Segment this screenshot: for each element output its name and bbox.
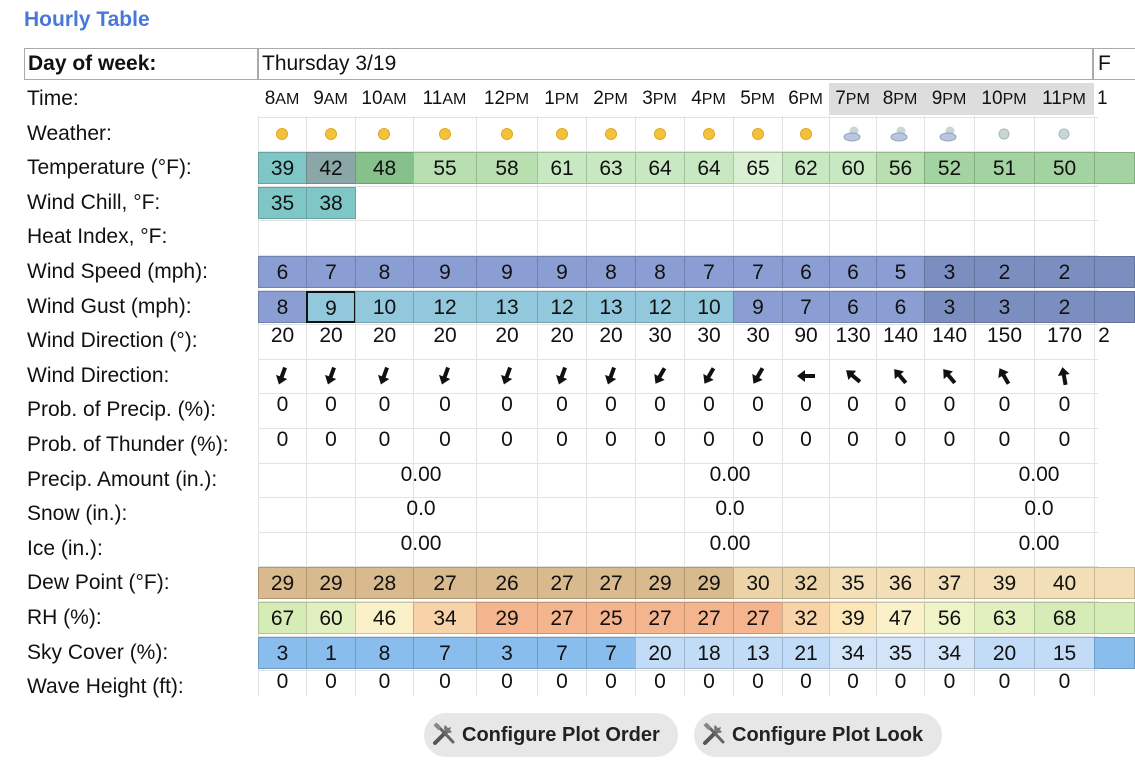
row-label-wind-speed: Wind Speed (mph): <box>27 260 208 283</box>
table-cell: 0 <box>894 428 907 451</box>
hour-header: 7PM <box>829 83 876 115</box>
table-cell: 27 <box>537 567 587 599</box>
table-cell: 32 <box>782 602 830 634</box>
wind-arrow-icon <box>373 365 395 387</box>
row-snow <box>0 497 1135 531</box>
row-wind-chill <box>0 186 1135 220</box>
table-cell: 46 <box>355 602 414 634</box>
table-cell: 0 <box>378 428 391 451</box>
row-weather <box>0 117 1135 151</box>
sun-icon <box>599 122 623 146</box>
table-cell: 0 <box>501 428 513 451</box>
period-total: 0.0 <box>715 497 745 521</box>
sun-icon <box>270 122 294 146</box>
table-cell: 0 <box>439 670 451 694</box>
table-cell: 9 <box>476 256 538 288</box>
table-cell: 0 <box>378 393 391 417</box>
table-cell: 13 <box>476 291 538 323</box>
wind-arrow-icon <box>795 365 817 387</box>
table-cell: 0 <box>894 393 907 417</box>
period-total: 0.0 <box>406 497 436 521</box>
sun-icon <box>495 122 519 146</box>
table-cell-overflow <box>1094 256 1135 288</box>
table-cell: 90 <box>794 324 818 348</box>
sun-icon <box>697 122 721 146</box>
partly-cloudy-night-icon <box>888 122 912 146</box>
table-cell: 8 <box>355 637 414 669</box>
table-cell-overflow: 2 <box>1098 324 1110 348</box>
hour-header: 10PM <box>974 83 1034 115</box>
row-label-dew-point: Dew Point (°F): <box>27 571 170 595</box>
period-total: 0.00 <box>400 531 442 555</box>
table-cell: 9 <box>306 291 356 323</box>
table-cell: 0 <box>943 393 956 417</box>
table-cell: 140 <box>931 324 968 348</box>
table-cell: 15 <box>1034 637 1095 669</box>
hour-header: 1 <box>1097 88 1108 109</box>
row-wind-direction <box>0 324 1135 358</box>
table-cell: 6 <box>258 256 307 288</box>
table-cell: 52 <box>924 152 975 184</box>
wind-arrow-icon <box>551 365 573 387</box>
table-cell: 6 <box>829 291 877 323</box>
table-cell: 8 <box>586 256 636 288</box>
table-cell: 12 <box>413 291 477 323</box>
grid-hline <box>258 117 1098 118</box>
table-cell: 61 <box>537 152 587 184</box>
sun-icon <box>648 122 672 146</box>
table-cell: 0 <box>439 428 451 451</box>
table-cell: 39 <box>974 567 1035 599</box>
row-wind-arrows <box>0 359 1135 393</box>
hour-header: 1PM <box>544 88 579 109</box>
table-cell: 7 <box>782 291 830 323</box>
row-label-wind-direction: Wind Direction (°): <box>27 329 198 353</box>
table-cell: 68 <box>1034 602 1095 634</box>
table-cell: 40 <box>1034 567 1095 599</box>
table-cell: 26 <box>476 567 538 599</box>
table-cell: 0 <box>654 393 666 417</box>
hour-header: 11AM <box>422 88 467 109</box>
table-cell: 0 <box>605 670 617 694</box>
table-cell: 0 <box>276 393 289 417</box>
row-label-weather: Weather: <box>27 121 112 145</box>
hour-header: 5PM <box>740 88 775 109</box>
table-cell: 63 <box>586 152 636 184</box>
table-cell: 7 <box>413 637 477 669</box>
hour-header: 8AM <box>264 88 300 109</box>
tools-icon <box>432 718 458 762</box>
table-cell: 63 <box>974 602 1035 634</box>
table-cell: 0 <box>703 393 715 417</box>
table-cell: 27 <box>635 602 685 634</box>
table-cell: 0 <box>325 670 337 694</box>
row-precip-amount <box>0 463 1135 497</box>
configure-plot-look-label: Configure Plot Look <box>732 724 924 746</box>
table-cell: 20 <box>974 637 1035 669</box>
table-cell: 0 <box>752 393 764 417</box>
hour-header: 9AM <box>313 88 348 109</box>
row-wind-speed <box>0 255 1135 289</box>
table-cell: 2 <box>1034 291 1095 323</box>
table-cell: 0 <box>800 670 812 694</box>
row-wave-height <box>0 670 1135 704</box>
sun-icon <box>550 122 574 146</box>
row-label-precip-prob: Prob. of Precip. (%): <box>27 398 217 422</box>
table-cell: 20 <box>550 324 574 348</box>
table-cell: 27 <box>733 602 783 634</box>
wind-arrow-icon <box>993 365 1015 387</box>
table-cell: 18 <box>684 637 734 669</box>
table-cell: 0 <box>378 670 391 694</box>
table-cell: 0 <box>943 428 956 451</box>
wind-arrow-icon <box>938 365 960 387</box>
table-cell: 10 <box>684 291 734 323</box>
table-cell: 39 <box>258 152 307 184</box>
table-cell: 48 <box>355 152 414 184</box>
table-cell: 27 <box>413 567 477 599</box>
period-total: 0.00 <box>1018 531 1060 555</box>
table-cell: 25 <box>586 602 636 634</box>
hour-header: 10AM <box>361 88 407 109</box>
table-cell: 20 <box>599 324 623 348</box>
row-label-wind-chill: Wind Chill, °F: <box>27 190 161 214</box>
row-rh <box>0 601 1135 635</box>
moon-icon <box>1052 122 1076 146</box>
table-cell: 39 <box>829 602 877 634</box>
hour-header: 2PM <box>593 88 628 109</box>
table-cell-overflow <box>1094 152 1135 184</box>
period-total: 0.00 <box>400 462 442 486</box>
table-cell: 8 <box>355 256 414 288</box>
wind-arrow-icon <box>698 365 720 387</box>
table-cell-overflow <box>1094 637 1135 669</box>
table-cell: 62 <box>782 152 830 184</box>
table-cell: 0 <box>325 393 337 417</box>
table-cell: 20 <box>372 324 397 348</box>
page-title: Hourly Table <box>24 8 150 31</box>
table-cell: 0 <box>847 428 859 451</box>
table-cell: 0 <box>1058 393 1071 417</box>
table-cell: 64 <box>684 152 734 184</box>
table-cell: 9 <box>537 256 587 288</box>
table-cell: 42 <box>306 152 356 184</box>
hour-header: 11PM <box>1034 83 1094 115</box>
configure-plot-order-label: Configure Plot Order <box>462 724 660 746</box>
partly-cloudy-night-icon <box>841 122 865 146</box>
table-cell: 27 <box>537 602 587 634</box>
day-of-week-label: Day of week: <box>24 48 258 80</box>
grid-hline <box>258 186 1098 187</box>
wind-arrow-icon <box>271 365 293 387</box>
table-cell: 37 <box>924 567 975 599</box>
table-cell: 3 <box>974 291 1035 323</box>
table-cell: 3 <box>924 291 975 323</box>
table-cell: 0 <box>501 393 513 417</box>
table-cell: 27 <box>684 602 734 634</box>
table-cell: 56 <box>924 602 975 634</box>
hour-header: 6PM <box>788 88 823 109</box>
table-cell: 20 <box>319 324 343 348</box>
table-cell: 21 <box>782 637 830 669</box>
table-cell: 35 <box>829 567 877 599</box>
table-cell: 32 <box>782 567 830 599</box>
table-cell: 38 <box>306 187 356 219</box>
table-cell: 20 <box>635 637 685 669</box>
table-cell: 20 <box>495 324 519 348</box>
table-cell: 34 <box>829 637 877 669</box>
table-cell: 6 <box>876 291 925 323</box>
table-cell: 0 <box>439 393 451 417</box>
day-of-week-value: Thursday 3/19 <box>258 48 1093 80</box>
sun-icon <box>433 122 457 146</box>
moon-icon <box>992 122 1016 146</box>
wind-arrow-icon <box>889 365 911 387</box>
table-cell: 27 <box>586 567 636 599</box>
table-cell: 58 <box>476 152 538 184</box>
table-cell: 2 <box>974 256 1035 288</box>
hour-header: 4PM <box>691 88 726 109</box>
row-heat-index <box>0 220 1135 254</box>
row-temperature <box>0 151 1135 185</box>
row-sky-cover <box>0 636 1135 670</box>
table-cell: 7 <box>586 637 636 669</box>
table-cell: 0 <box>800 428 812 451</box>
table-cell: 8 <box>258 291 307 323</box>
table-cell: 0 <box>1058 670 1071 694</box>
table-cell: 0 <box>703 428 715 451</box>
table-cell: 34 <box>413 602 477 634</box>
table-cell: 130 <box>835 324 871 348</box>
table-cell: 9 <box>413 256 477 288</box>
sun-icon <box>319 122 343 146</box>
table-cell: 6 <box>782 256 830 288</box>
hour-header: 8PM <box>876 83 924 115</box>
row-ice <box>0 532 1135 566</box>
row-wind-gust <box>0 290 1135 324</box>
table-cell: 0 <box>556 393 568 417</box>
table-cell: 3 <box>258 637 307 669</box>
row-label-time: Time: <box>27 87 79 110</box>
table-cell: 5 <box>876 256 925 288</box>
table-cell: 6 <box>829 256 877 288</box>
table-cell: 55 <box>413 152 477 184</box>
partly-cloudy-night-icon <box>937 122 961 146</box>
tools-icon <box>702 718 728 762</box>
table-cell: 0 <box>998 393 1011 417</box>
table-cell: 0 <box>501 670 513 694</box>
period-total: 0.00 <box>709 462 751 486</box>
table-cell: 0 <box>325 428 337 451</box>
table-cell: 13 <box>586 291 636 323</box>
configure-plot-look-button[interactable] <box>694 713 942 757</box>
table-cell: 7 <box>733 256 783 288</box>
table-cell: 0 <box>847 670 859 694</box>
table-cell: 12 <box>635 291 685 323</box>
table-cell: 0 <box>752 428 764 451</box>
table-cell: 0 <box>1058 428 1071 451</box>
row-precip-prob <box>0 393 1135 427</box>
table-cell: 0 <box>556 670 568 694</box>
table-cell: 30 <box>648 324 672 348</box>
table-cell: 8 <box>635 256 685 288</box>
table-cell: 30 <box>697 324 721 348</box>
table-cell: 3 <box>476 637 538 669</box>
row-thunder-prob <box>0 428 1135 462</box>
table-cell: 20 <box>433 324 457 348</box>
day-of-week-next: F <box>1093 48 1135 80</box>
table-cell: 13 <box>733 637 783 669</box>
period-total: 0.0 <box>1024 497 1054 521</box>
table-cell: 0 <box>276 428 289 451</box>
table-cell: 7 <box>537 637 587 669</box>
table-cell: 29 <box>258 567 307 599</box>
row-label-rh: RH (%): <box>27 606 102 629</box>
table-cell: 60 <box>306 602 356 634</box>
table-cell: 170 <box>1046 324 1083 348</box>
table-cell: 50 <box>1034 152 1095 184</box>
table-cell: 65 <box>733 152 783 184</box>
table-cell: 10 <box>355 291 414 323</box>
table-cell: 30 <box>733 567 783 599</box>
row-dew-point <box>0 566 1135 600</box>
configure-plot-order-button[interactable] <box>424 713 678 757</box>
table-cell: 0 <box>847 393 859 417</box>
hour-header: 3PM <box>642 88 677 109</box>
table-cell: 0 <box>894 670 907 694</box>
table-cell: 20 <box>270 324 295 348</box>
table-cell: 30 <box>746 324 770 348</box>
table-cell: 0 <box>943 670 956 694</box>
table-cell: 0 <box>605 428 617 451</box>
wind-arrow-icon <box>434 365 456 387</box>
table-cell: 0 <box>605 393 617 417</box>
table-cell: 35 <box>876 637 925 669</box>
table-cell-overflow <box>1094 291 1135 323</box>
table-cell: 28 <box>355 567 414 599</box>
table-cell: 0 <box>998 428 1011 451</box>
table-cell: 1 <box>306 637 356 669</box>
row-label-temperature: Temperature (°F): <box>27 156 192 180</box>
table-cell: 60 <box>829 152 877 184</box>
table-cell: 64 <box>635 152 685 184</box>
table-cell: 7 <box>684 256 734 288</box>
table-cell: 9 <box>733 291 783 323</box>
row-label-wind-arrows: Wind Direction: <box>27 363 170 387</box>
row-label-sky-cover: Sky Cover (%): <box>27 640 169 664</box>
table-cell-overflow <box>1094 567 1135 599</box>
row-label-wind-gust: Wind Gust (mph): <box>27 294 192 318</box>
table-cell: 2 <box>1034 256 1095 288</box>
table-cell: 67 <box>258 602 307 634</box>
table-cell: 47 <box>876 602 925 634</box>
wind-arrow-icon <box>842 365 864 387</box>
wind-arrow-icon <box>320 365 342 387</box>
table-cell: 0 <box>654 428 666 451</box>
table-cell: 0 <box>703 670 715 694</box>
table-cell: 3 <box>924 256 975 288</box>
table-cell: 34 <box>924 637 975 669</box>
row-label-snow: Snow (in.): <box>27 502 128 526</box>
period-total: 0.00 <box>709 531 751 555</box>
table-cell: 0 <box>752 670 764 694</box>
table-cell: 51 <box>974 152 1035 184</box>
grid-hline <box>258 359 1098 360</box>
wind-arrow-icon <box>1053 365 1075 387</box>
table-cell: 29 <box>306 567 356 599</box>
wind-arrow-icon <box>747 365 769 387</box>
hour-header: 9PM <box>924 83 974 115</box>
row-label-heat-index: Heat Index, °F: <box>27 225 168 249</box>
table-cell: 29 <box>635 567 685 599</box>
table-cell: 0 <box>276 670 289 694</box>
row-label-ice: Ice (in.): <box>27 536 103 560</box>
table-cell: 56 <box>876 152 925 184</box>
table-cell: 35 <box>258 187 307 219</box>
row-label-thunder-prob: Prob. of Thunder (%): <box>27 433 229 456</box>
table-cell: 29 <box>476 602 538 634</box>
grid-hline <box>258 220 1098 221</box>
sun-icon <box>372 122 396 146</box>
row-label-wave-height: Wave Height (ft): <box>27 675 184 699</box>
table-cell: 0 <box>800 393 812 417</box>
table-cell: 12 <box>537 291 587 323</box>
wind-arrow-icon <box>496 365 518 387</box>
table-cell: 7 <box>306 256 356 288</box>
sun-icon <box>794 122 818 146</box>
table-cell: 140 <box>882 324 919 348</box>
table-cell: 150 <box>986 324 1023 348</box>
table-cell: 0 <box>654 670 666 694</box>
hour-header: 12PM <box>483 88 530 109</box>
table-cell: 36 <box>876 567 925 599</box>
wind-arrow-icon <box>600 365 622 387</box>
period-total: 0.00 <box>1018 462 1060 486</box>
table-cell: 29 <box>684 567 734 599</box>
wind-arrow-icon <box>649 365 671 387</box>
table-cell: 0 <box>556 428 568 451</box>
row-time <box>0 82 1135 116</box>
row-label-precip-amount: Precip. Amount (in.): <box>27 467 218 491</box>
table-cell: 0 <box>998 670 1011 694</box>
sun-icon <box>746 122 770 146</box>
table-cell-overflow <box>1094 602 1135 634</box>
